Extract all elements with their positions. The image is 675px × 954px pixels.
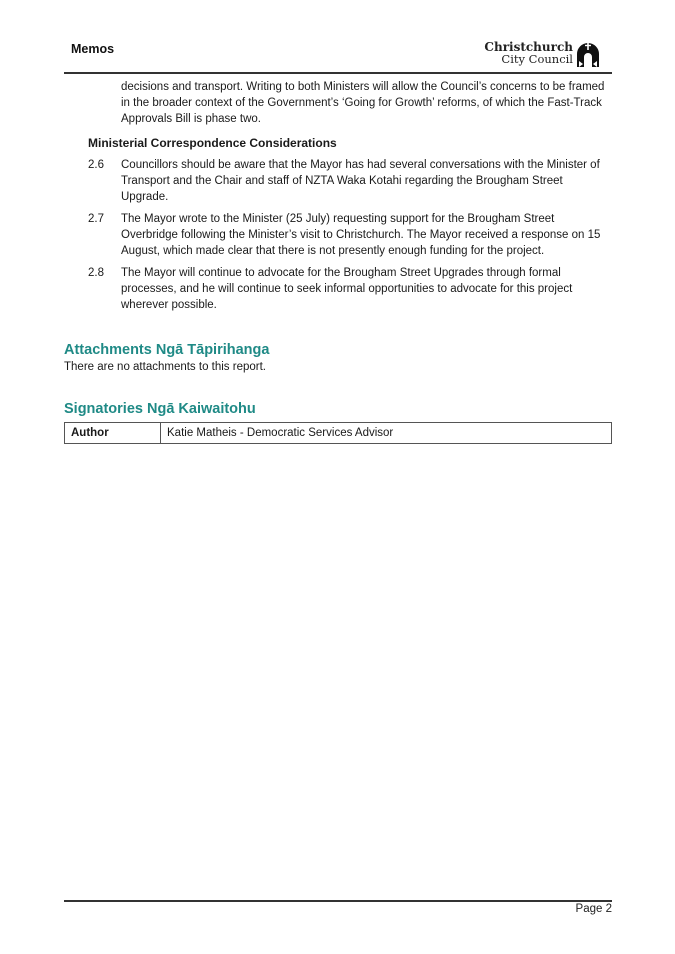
paragraph-text: Councillors should be aware that the Mayor has had several conversations with the Minister of Transport and the Chair and staff of NZTA Waka Kotahi regarding the Brougham Street Upgrade. [121, 159, 600, 203]
logo-line-1: Christchurch [484, 40, 573, 54]
attachments-section [64, 341, 612, 375]
paragraph-text: The Mayor wrote to the Minister (25 July) requesting support for the Brougham Street Overbridge following the Minister’s visit to Christchurch. The Mayor received a response on 15 August, which made clear that there is not presently enough funding for the project. [121, 213, 601, 257]
signatories-section [64, 400, 612, 444]
signatories-heading: Signatories Ngā Kaiwaitohu [64, 401, 256, 417]
continued-paragraph: decisions and transport. Writing to both Ministers will allow the Council’s concerns to be framed in the broader context of the Government’s ‘Going for Growth’ reforms, of which the Fast-Track Approvals Bill is phase two. [121, 81, 605, 125]
paragraph-number: 2.6 [88, 159, 104, 171]
attachments-text: There are no attachments to this report. [64, 361, 266, 373]
council-logo [484, 40, 601, 69]
footer-divider [64, 900, 612, 902]
document-header-title: Memos [71, 42, 115, 56]
section-subheading: Ministerial Correspondence Considerations [88, 136, 337, 150]
logo-line-2: City Council [501, 52, 573, 66]
memo-body [64, 79, 612, 319]
cathedral-arch-icon [575, 41, 601, 67]
table-row [65, 423, 612, 444]
numbered-paragraph [64, 157, 612, 205]
paragraph-text: The Mayor will continue to advocate for the Brougham Street Upgrades through formal processes, and he will continue to seek informal opportunities to advocate for this project wherever possible. [121, 267, 573, 311]
signatory-role: Author [65, 423, 161, 444]
paragraph-number: 2.7 [88, 213, 104, 225]
header-divider [64, 72, 612, 74]
attachments-heading: Attachments Ngā Tāpirihanga [64, 342, 270, 358]
signatory-name: Katie Matheis - Democratic Services Advisor [161, 423, 612, 444]
page-number: Page 2 [575, 903, 612, 915]
numbered-paragraph [64, 211, 612, 259]
signatories-table [64, 422, 612, 444]
numbered-paragraph [64, 265, 612, 313]
council-logo-text [484, 41, 573, 65]
paragraph-number: 2.8 [88, 267, 104, 279]
